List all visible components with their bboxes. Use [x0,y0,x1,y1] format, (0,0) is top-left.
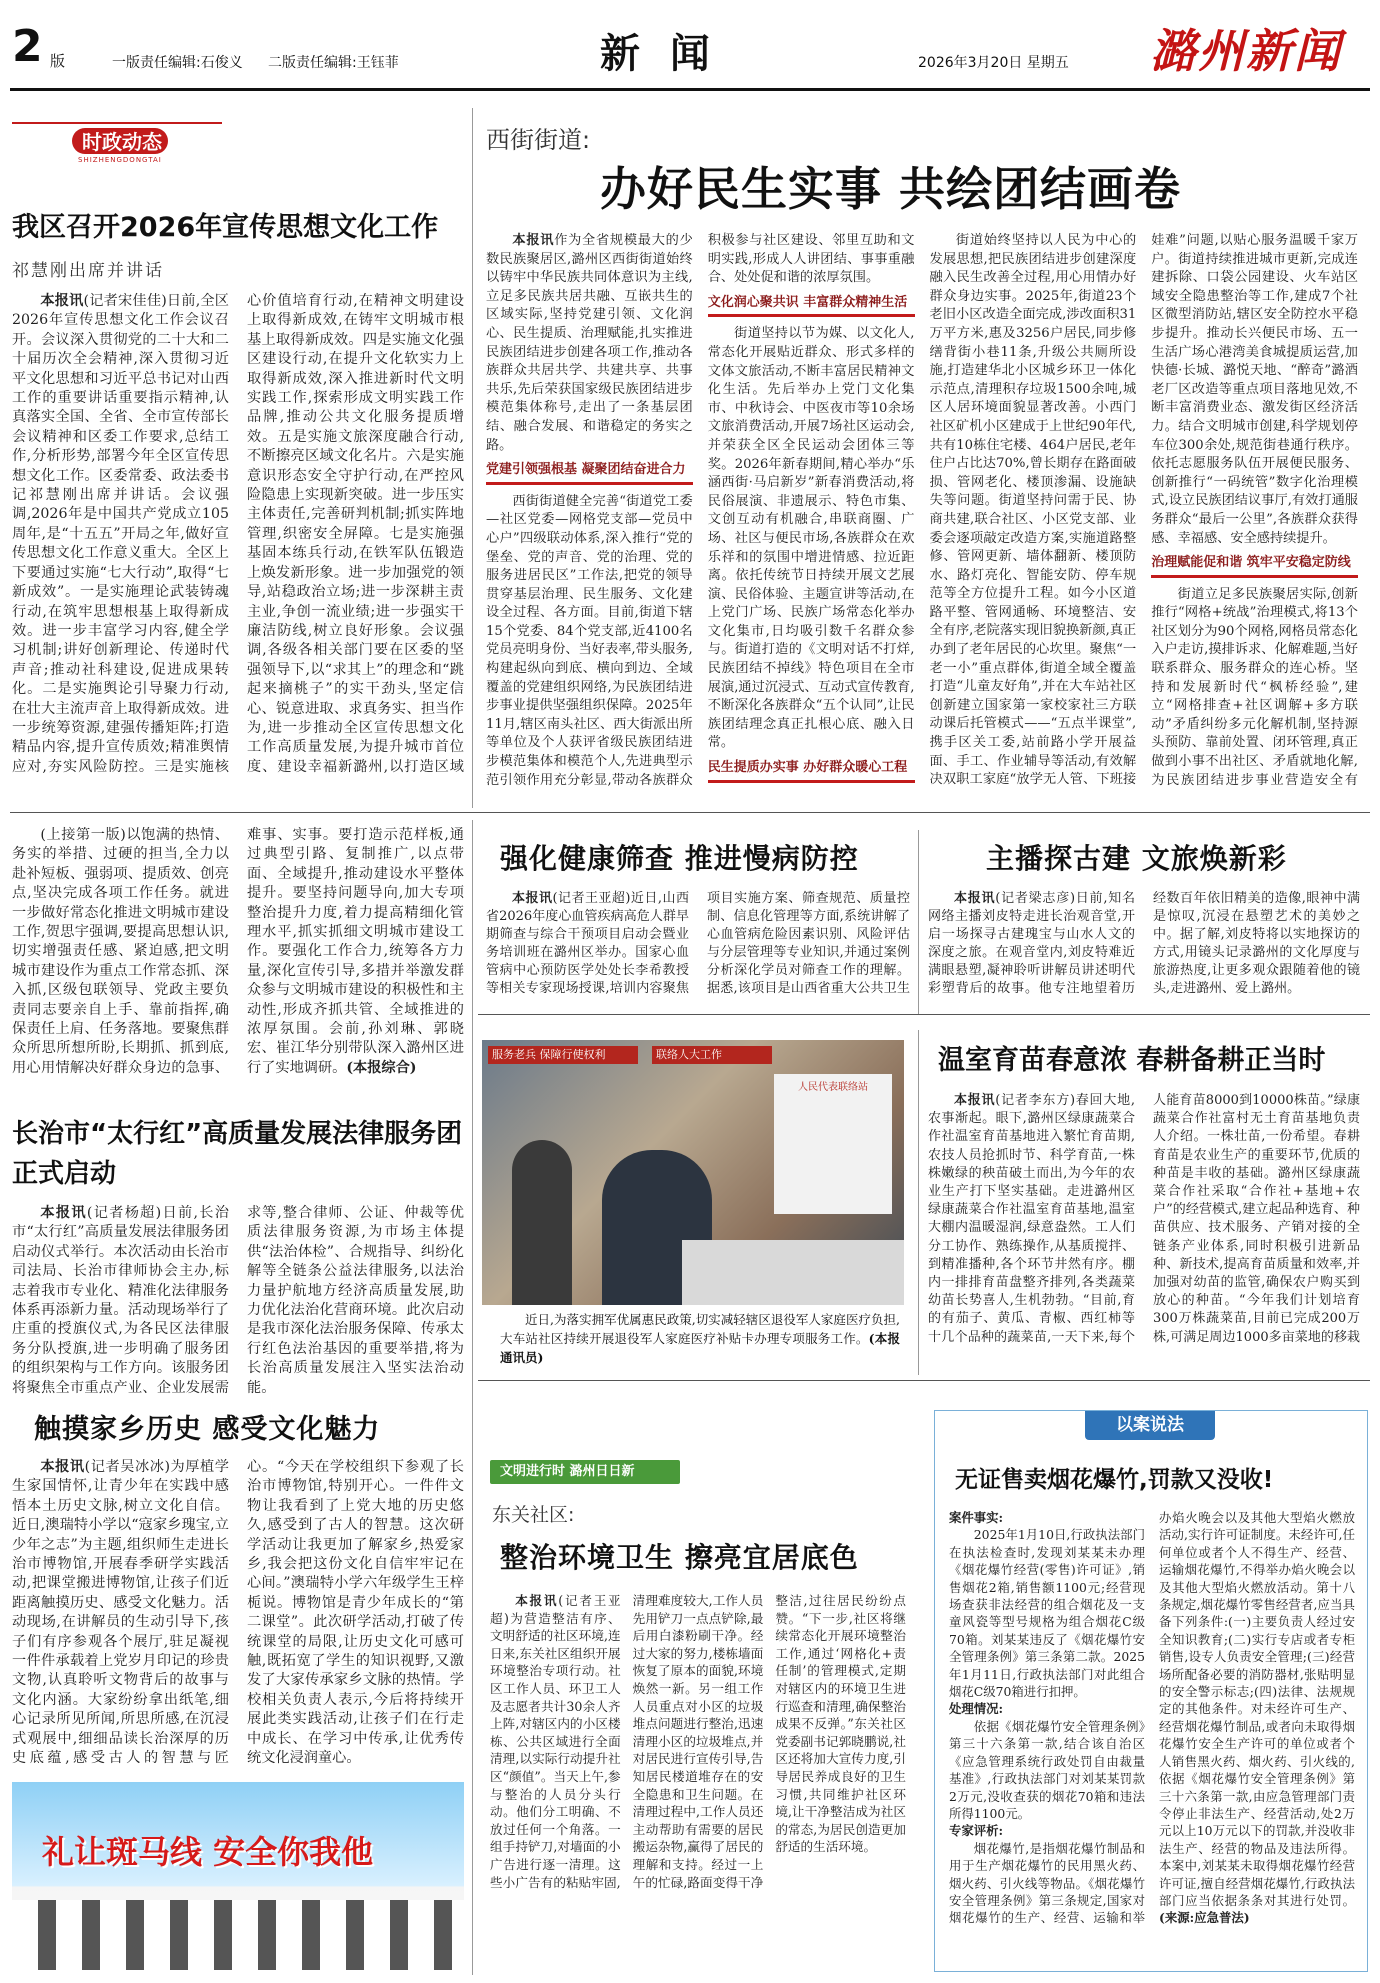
article-3-body [12,826,464,1094]
zebra-crossing [12,1900,464,1970]
article-9-kicker: 东关社区: [492,1504,575,1526]
badge-sub: SHIZHENGDONGTAI [78,156,162,164]
article-9-body [490,1592,906,1972]
section-title: 新 闻 [600,30,718,77]
article-9-title: 整治环境卫生 擦亮宜居底色 [500,1541,859,1574]
expert-head: 专家评析: [949,1823,1004,1839]
result-para: 依据《烟花爆竹安全管理条例》第三十六条第一款,结合该自治区《应急管理系统行政处罚自由裁量基准》,行政执法部门对刘某某罚款2万元,没收查获的烟花70箱和违法所得1100元。 [949,1718,1145,1821]
article-7-body [928,890,1360,1006]
article-6-text: (记者王亚超)近日,山西省2026年度心血管疾病高危人群早期筛查与综合干预项目启动会暨业务培训班在潞州区举办。国家心血管病中心预防医学处处长李希教授等相关专家现场授课,培训内容聚焦项目实施方案、筛查规范、质量控制、信息化管理等方面,系统讲解了心血管病危险因素识别、风险评估与分层管理等专业知识,并通过案例分析深化学员对筛查工作的理解。据悉,该项目是山西省重大公共卫生 [486,891,910,996]
masthead [0,0,1380,92]
article-2-kicker: 西街街道: [486,126,591,154]
article-5-title: 触摸家乡历史 感受文化魅力 [34,1414,381,1445]
article-5-body [12,1458,464,1770]
h-rule [478,1014,1370,1015]
article-4-title: 长治市“太行红”高质量发展法律服务团正式启动 [12,1119,463,1189]
article-1-body [12,292,464,782]
lead: 本报讯 [954,891,996,906]
article-8-text: (记者李东方)春回大地,农事渐起。眼下,潞州区绿康蔬菜合作社温室育苗基地进入繁忙育苗期,农技人员抢抓时节、科学育苗,一株株嫩绿的秧苗破土而出,为今年的农业生产打下坚实基础。走进潞州区绿康蔬菜合作社温室育苗基地,温室大棚内温暖湿润,绿意盎然。工人们分工协作、熟练操作,从基质搅拌、到精准播种,各个环节井然有序。棚内一排排育苗盘整齐排列,各类蔬菜幼苗长势喜人,生机勃勃。“目前,育的有茄子、黄瓜、青椒、西红柿等十几个品种的蔬菜苗,一天下来,每个人能育苗8000到10000株苗。”绿康蔬菜合作社富村无土育苗基地负责人介绍。一株壮苗,一份希望。春耕育苗是农业生产的重要环节,优质的种苗是丰收的基础。潞州区绿康蔬菜合作社采取“合作社+基地+农户”的经营模式,建立起品种选育、种苗供应、技术服务、产销对接的全链条产业体系,同时积极引进新品种、新技术,提高育苗质量和效率,并加强对幼苗的监管,确保农户购买到放心的种苗。“今年我们计划培育300万株蔬菜苗,目前已完成200万株,可满足周边1000多亩菜地的移栽 [928,1093,1360,1345]
person-figure-2 [512,1140,572,1305]
article-9-text: (记者王亚超)为营造整洁有序、文明舒适的社区环境,连日来,东关社区组织开展环境整治专项行动。社区工作人员、环卫工人及志愿者共计30余人齐上阵,对辖区内的小区楼栋、公共区域进行全面清理,以实际行动提升社区“颜值”。当天上午,参与整治的人员分头行动。他们分工明确、不放过任何一个角落。一组手持铲刀,对墙面的小广告进行逐一清理。这些小广告有的粘贴牢固,清理难度较大,工作人员先用铲刀一点点铲除,最后用白漆粉刷干净。经过大家的努力,楼栋墙面恢复了原本的面貌,环境焕然一新。另一组工作人员重点对小区的垃圾堆点问题进行整治,迅速清理小区的垃圾堆点,并对居民进行宣传引导,告知居民楼道堆存在的安全隐患和卫生问题。在清理过程中,工作人员还主动帮助有需要的居民搬运杂物,赢得了居民的理解和支持。经过一上午的忙碌,路面变得干净整洁,过往居民纷纷点赞。“下一步,社区将继续常态化开展环境整治工作,通过‘网格化+责任制’的管理模式,定期对辖区内的环境卫生进行巡查和清理,确保整治成果不反弹。”东关社区党委副书记郭晓鹏说,社区还将加大宣传力度,引导居民养成良好的卫生习惯,共同维护社区环境,让干净整洁成为社区的常态,为居民创造更加舒适的生活环境。 [490,1593,906,1890]
expert-para: 烟花爆竹,是指烟花爆竹制品和用于生产烟花爆竹的民用黑火药、烟火药、引火线等物品。《烟花爆竹安全管理条例》第三条规定,国家对烟花爆竹的生产、经营、运输和举办焰火晚会以及其他大型焰火燃放活动,实行许可证制度。未经许可,任何单位或者个人不得生产、经营、运输烟花爆竹,不得举办焰火晚会以及其他大型焰火燃放活动。第十八条规定,烟花爆竹零售经营者,应当具备下列条件:(一)主要负责人经过安全知识教育;(二)实行专店或者专柜销售,设专人负责安全管理;(三)经营场所配备必要的消防器材,张贴明显的安全警示标志;(四)法律、法规规定的其他条件。对未经许可生产、经营烟花爆竹制品,或者向未取得烟花爆竹安全生产许可的单位或者个人销售黑火药、烟火药、引火线的,依据《烟花爆竹安全管理条例》第三十六条第一款,由应急管理部门责令停止非法生产、经营活动,处2万元以上10万元以下的罚款,并没收非法生产、经营的物品及违法所得。本案中,刘某某未取得烟花爆竹经营许可证,擅自经营烟花爆竹,行政执法部门应当依据条条对其进行处罚。(来源:应急普法) [949,1510,1355,1926]
article-1-text: (记者宋佳佳)日前,全区2026年宣传思想文化工作会议召开。会议深入贯彻党的二十大和二十届历次全会精神,深入贯彻习近平文化思想和习近平总书记对山西工作的重要讲话重要指示精神,认真落实全国、全省、全市宣传部长会议精神和区委工作要求,总结工作,分析形势,部署今年全区宣传思想文化工作。区委常委、政法委书记祁慧刚出席并讲话。会议强调,2026年是中国共产党成立105周年,是“十五五”开局之年,做好宣传思想文化工作意义重大。全区上下要通过实施“七大行动”,取得“七新成效”。一是实施理论武装铸魂行动,在筑牢思想根基上取得新成效。进一步丰富学习内容,健全学习机制;讲好创新理论、传递时代声音;推动社科建设,促进成果转化。二是实施舆论引导聚力行动,在壮大主流声音上取得新成效。进一步统筹资源,建强传播矩阵;打造精品内容,提升宣传质效;精准舆情应对,夯实风险防控。三是实施核心价值培育行动,在精神文明建设上取得新成效,在铸牢文明城市根基上取得新成效。四是实施文化强区建设行动,在提升文化软实力上取得新成效,深入推进新时代文明实践工作,探索形成文明实践工作品牌,推动公共文化服务提质增效。五是实施文旅深度融合行动,不断擦亮区域文化名片。六是实施意识形态安全守护行动,在严控风险隐患上实现新突破。进一步压实主体责任,完善研判机制;抓实阵地管理,织密安全屏障。七是实施强基固本练兵行动,在铁军队伍锻造上焕发新形象。进一步加强党的领导,站稳政治立场;进一步深耕主责主业,争创一流业绩;进一步强实干廉洁防线,树立良好形象。会议强调,各级各相关部门要在区委的坚强领导下,以“求其上”的理念和“跳起来摘桃子”的实干劲头,坚定信心、锐意进取、求真务实、担当作为,进一步推动全区宣传思想文化工作高质量发展,为提升城市首位度、建设幸福新潞州,以打造区域 [12,293,464,775]
result-head: 处理情况: [949,1701,1004,1717]
byline: (来源:应急普法) [1159,1910,1250,1926]
lead: 本报讯 [954,1093,996,1108]
article-7-text: (记者梁志彦)日前,知名网络主播刘皮特走进长治观音堂,开启一场探寻古建瑰宝与山水人文的深度之旅。在观音堂内,刘皮特难近满眼悬塑,凝神聆听讲解员讲述明代彩塑背后的故事。他专注地望着历经数百年依旧精美的造像,眼神中满是惊叹,沉浸在悬塑艺术的美妙之中。据了解,刘皮特将以实地探访的方式,用镜头记录潞州的文化厚度与旅游热度,让更多观众跟随着他的镜头,走进潞州、爱上潞州。 [928,891,1360,996]
lead: 本报讯 [40,1459,85,1475]
byline: (本报综合) [346,1059,417,1076]
article-4-text: (记者杨超)日前,长治市“太行红”高质量发展法律服务团启动仪式举行。本次活动由长治市司法局、长治市律师协会主办,标志着我市专业化、精准化法律服务体系再添新力量。活动现场举行了庄重的授旗仪式,为各民区法律服务分队授旗,进一步明确了服务团的组织架构与工作方向。该服务团将聚焦全市重点产业、企业发展需求等,整合律师、公证、仲裁等优质法律服务资源,为市场主体提供“法治体检”、合规指导、纠纷化解等全链条公益法律服务,以法治力量护航地方经济高质量发展,助力优化法治化营商环境。此次启动是我市深化法治服务保障、传承太行红色法治基因的重要举措,将为长治高质量发展注入坚实法治动能。 [12,1205,464,1396]
page-unit: 版 [50,52,66,70]
article-4-body [12,1204,464,1410]
article-2-title: 办好民生实事 共绘团结画卷 [600,162,1182,216]
article-6-title: 强化健康筛查 推进慢病防控 [500,842,859,875]
fact-head: 案件事实: [949,1510,1004,1525]
divider [918,830,919,1015]
editor-2: 二版责任编辑:王钰菲 [268,55,399,71]
section-head-b: 文化润心聚共识 丰富群众精神生活 [708,294,915,318]
article-7-title: 主播探古建 文旅焕新彩 [986,842,1287,875]
article-10-body [949,1509,1355,1969]
article-2-para-b: 街道坚持以节为媒、以文化人,常态化开展贴近群众、形式多样的文体文旅活动,不断丰富居民精神文化生活。先后举办上党门文化集市、中秋诗会、中医夜市等10余场文旅消费活动,开展7场社区运动会,并荣获全区全民运动会团体三等奖。2026年新春期间,精心举办“乐涵西街·马启新岁”新春消费活动,将民俗展演、非遗展示、特色市集、文创互动有机融合,串联商圈、广场、社区与便民市场,各族群众在欢乐祥和的氛围中增进情感、拉近距离。依托传统节日持续开展文艺展演、民俗体验、主题宣讲等活动,在上党门广场、民族广场常态化举办文化集市,日均吸引数千名群众参与。街道打造的《文明对话不打烊,民族团结不掉线》特色项目在全市展演,通过沉浸式、互动式宣传教育,不断深化各族群众“五个认同”,让民族团结理念真正扎根心底、融入日常。 [707,326,915,751]
article-2-para-d: 街道立足多民族聚居实际,创新推行“网格+统战”治理模式,将13个社区划分为90个网格,网格员常态化入户走访,摸排诉求、化解难题,当好联系群众、服务群众的连心桥。坚持和发展新时代“枫桥经验”,建立“网格排查+社区调解+多方联动”矛盾纠纷多元化解机制,坚持源头预防、靠前处置、闭环管理,真正做到小事不出社区、矛盾就地化解,为民族团结进步事业营造安全有 [1151,586,1358,788]
lead: 本报讯 [40,1205,87,1221]
article-2-para-c: 街道始终坚持以人民为中心的发展思想,把民族团结进步创建深度融入民生改善全过程,用心用情办好群众身边实事。2025年,街道23个老旧小区改造全面完成,涉改面积31万平方米,惠及3256户居民,同步修缮背街小巷11条,升级公共厕所设施,打造建华北小区城乡环卫一体化示范点,清理积存垃圾1500余吨,城区人居环境面貌显著改善。小西门社区矿机小区建成于上世纪90年代,共有10栋住宅楼、464户居民,老年住户占比达70%,曾长期存在路面破损、管网老化、楼顶渗漏、设施缺失等问题。街道坚持问需于民、协商共建,联合社区、小区党支部、业委会逐项敲定改造方案,实施道路整修、管网更新、墙体翻新、楼顶防水、路灯亮化、智能安防、停车规范等全方位提升工程。如今小区道路平整、管网通畅、环境整洁、安全有序,老院落实现旧貌换新颜,真正办到了老年居民的心坎里。聚焦“一老一小”重点群体,街道全域全覆盖打造“儿童友好角”,并在大车站社区创新建立国家第一家校家社三方联动课后托管模式——“五点半课堂”,携手区关工委,站前路小学开展益面、手工、作业辅导等活动,有效解决双职工家庭“放学无人管、下班接娃难”问题,以贴心服务温暖千家万户。街道持续推进城市更新,完成连建拆除、口袋公园建设、火车站区域安全隐患整治等工作,建成7个社区微型消防站,辖区安全防控水平稳步提升。推动长兴便民市场、五一生活广场心港湾美食城提质运营,加快德·长城、潞悦天地、“醉奇”潞酒老厂区改造等重点项目落地见效,不断丰富消费业态、激发街区经济活力。结合文明城市创建,科学规划停车位300余处,规范街巷通行秩序。依托志愿服务队伍开展便民服务、创新推行“一码统管”数字化治理模式,设立民族团结议事厅,有效打通服务群众“最后一公里”,各族群众获得感、幸福感、安全感持续提升。 [929,233,1358,788]
lead: 本报讯 [512,891,553,906]
page-number: 2 [12,22,43,72]
divider [472,820,473,1975]
section-head-a: 党建引领强根基 凝聚团结奋进合力 [486,461,693,485]
legal-badge: 以案说法 [1085,1410,1215,1440]
photo-sign-left: 服务老兵 保障行使权利 [488,1046,638,1064]
issue-date: 2026年3月20日 星期五 [918,55,1069,71]
article-10-title: 无证售卖烟花爆竹,罚款又没收! [955,1467,1274,1493]
paper-logo: 潞州新闻 [1150,24,1342,78]
wenming-badge: 文明进行时 潞州日日新 [490,1460,680,1484]
article-6-body [486,890,910,1006]
fact-para: 2025年1月10日,行政执法部门在执法检查时,发现刘某某未办理《烟花爆竹经营(零售)许可证》,销售烟花2箱,销售额1100元;经营现场查获非法经营的组合烟花及一支童风瓷等型号规格为组合烟花C级70箱。刘某某违反了《烟花爆竹安全管理条例》第三条第二款。2025年1月11日,行政执法部门对此组合烟花C级70箱进行扣押。 [949,1527,1145,1700]
section-head-d: 治理赋能促和谐 筑牢平安稳定防线 [1151,554,1358,578]
lead: 本报讯 [40,293,84,309]
section-head-c: 民生提质办实事 办好群众暖心工程 [708,759,915,783]
desk [682,1240,904,1305]
article-2-para-a: 西街街道健全完善“街道党工委—社区党委—网格党支部—党员中心户”四级联动体系,深入推行“党的堡垒、党的声音、党的治理、党的服务进居民区”工作法,把党的领导贯穿基层治理、民生服务、文化建设全过程、各方面。目前,街道下辖15个党委、84个党支部,近4100名党员亮明身份、当好表率,带头服务,构建起纵向到底、横向到边、全域覆盖的党建组织网络,为民族团结进步事业提供坚强组织保障。2025年11月,辖区南头社区、西大街派出所等单位及个人获评省级民族团结进步模范集体和模范个人,先进典型示范引领作用充分彰显,带动各族群众积极参与社区建设、邻里互助和文明实践,形成人人讲团结、事事重融合、处处促和谐的浓厚氛围。 [486,233,915,788]
legal-box [934,1410,1368,1972]
banner-text: 礼让斑马线 安全你我他 [42,1833,374,1871]
article-2-intro: 作为全省规模最大的少数民族聚居区,潞州区西街街道始终以铸牢中华民族共同体意识为主线,立足多民族共居共融、互嵌共生的区域实际,坚持党建引领、文化润心、民生提质、治理赋能,扎实推进民族团结进步创建各项工作,推动各族群众共居共学、共建共享、共事共乐,先后荣获国家级民族团结进步模范集体称号,走出了一条基层团结、融合发展、和谐稳定的务实之路。 [486,233,693,453]
news-photo [482,1040,904,1305]
article-5-text: (记者吴冰冰)为厚植学生家国情怀,让青少年在实践中感悟本土历史文脉,树立文化自信。近日,澳瑞特小学以“寇家乡瑰宝,立少年之志”为主题,组织师生走进长治市博物馆,开展春季研学实践活动,把课堂搬进博物馆,让孩子们近距离触摸历史、感受文化魅力。活动现场,在讲解员的生动引导下,孩子们有序参观各个展厅,驻足凝视一件件承载着上党岁月印记的珍贵文物,认真聆听文物背后的故事与文化内涵。大家纷纷拿出纸笔,细心记录所见所闻,所思所感,在沉浸式观展中,细细品读长治深厚的历史底蕴,感受古人的智慧与匠心。“今天在学校组织下参观了长治市博物馆,特别开心。一件件文物让我看到了上党大地的历史悠久,感受到了古人的智慧。这次研学活动让我更加了解家乡,热爱家乡,我会把这份文化自信牢牢记在心间。”澳瑞特小学六年级学生王梓栀说。博物馆是青少年成长的“第二课堂”。此次研学活动,打破了传统课堂的局限,让历史文化可感可触,既拓宽了学生的知识视野,又激发了大家传承家乡文脉的热情。学校相关负责人表示,今后将持续开展此类实践活动,让孩子们在行走中成长、在学习中传承,让优秀传统文化浸润童心。 [12,1459,464,1767]
article-1-subtitle: 祁慧刚出席并讲话 [12,261,164,281]
editor-1: 一版责任编辑:石俊义 [112,55,243,71]
divider [918,1030,919,1375]
article-3-text: (上接第一版)以饱满的热情、务实的举措、过硬的担当,全力以赴补短板、强弱项、提质效、创亮点,坚决完成各项工作任务。就进一步做好常态化推进文明城市建设工作,贺思宇强调,要提高思想认识,切实增强责任感、紧迫感,把文明城市建设作为重点工作常态抓、深入抓,区级包联领导、党政主要负责同志要亲自上手、靠前指挥,确保责任上肩、任务落地。要聚焦群众所思所想所盼,长期抓、抓到底,用心用情解决好群众身边的急事、难事、实事。要打造示范样板,通过典型引路、复制推广,以点带面、全域提升,推动建设水平整体提升。要坚持问题导向,加大专项整治提升力度,着力提高精细化管理水平,抓实抓细文明城市建设工作。要强化工作合力,统筹各方力量,深化宣传引导,多措并举激发群众参与文明城市建设的积极性和主动性,形成齐抓共管、全域推进的浓厚氛围。会前,孙刘琳、郭晓宏、崔江华分别带队深入潞州区进行了实地调研。(本报综合) [12,827,464,1076]
article-2-body [486,232,1358,804]
h-rule [10,812,1370,813]
badge-label: 时政动态 [82,130,162,154]
article-8-body [928,1092,1360,1364]
shizheng-badge [12,122,222,166]
masthead-rule [10,88,1370,91]
photo-credit: (本报通讯员) [500,1331,900,1365]
divider [472,108,473,808]
lead: 本报讯 [512,233,555,248]
traffic-banner [12,1782,464,1970]
h-rule [478,1380,1370,1381]
lead: 本报讯 [515,1593,559,1608]
article-8-title: 温室育苗春意浓 春耕备耕正当时 [938,1045,1326,1076]
photo-caption: 近日,为落实拥军优属惠民政策,切实减轻辖区退役军人家庭医疗负担,大车站社区持续开展退役军人家庭医疗补贴卡办理专项服务工作。(本报通讯员) [500,1312,900,1365]
photo-sign-mid: 联络人大工作 [652,1046,772,1064]
article-1-title: 我区召开2026年宣传思想文化工作 [12,212,439,243]
photo-board: 人民代表联络站 [774,1074,892,1214]
